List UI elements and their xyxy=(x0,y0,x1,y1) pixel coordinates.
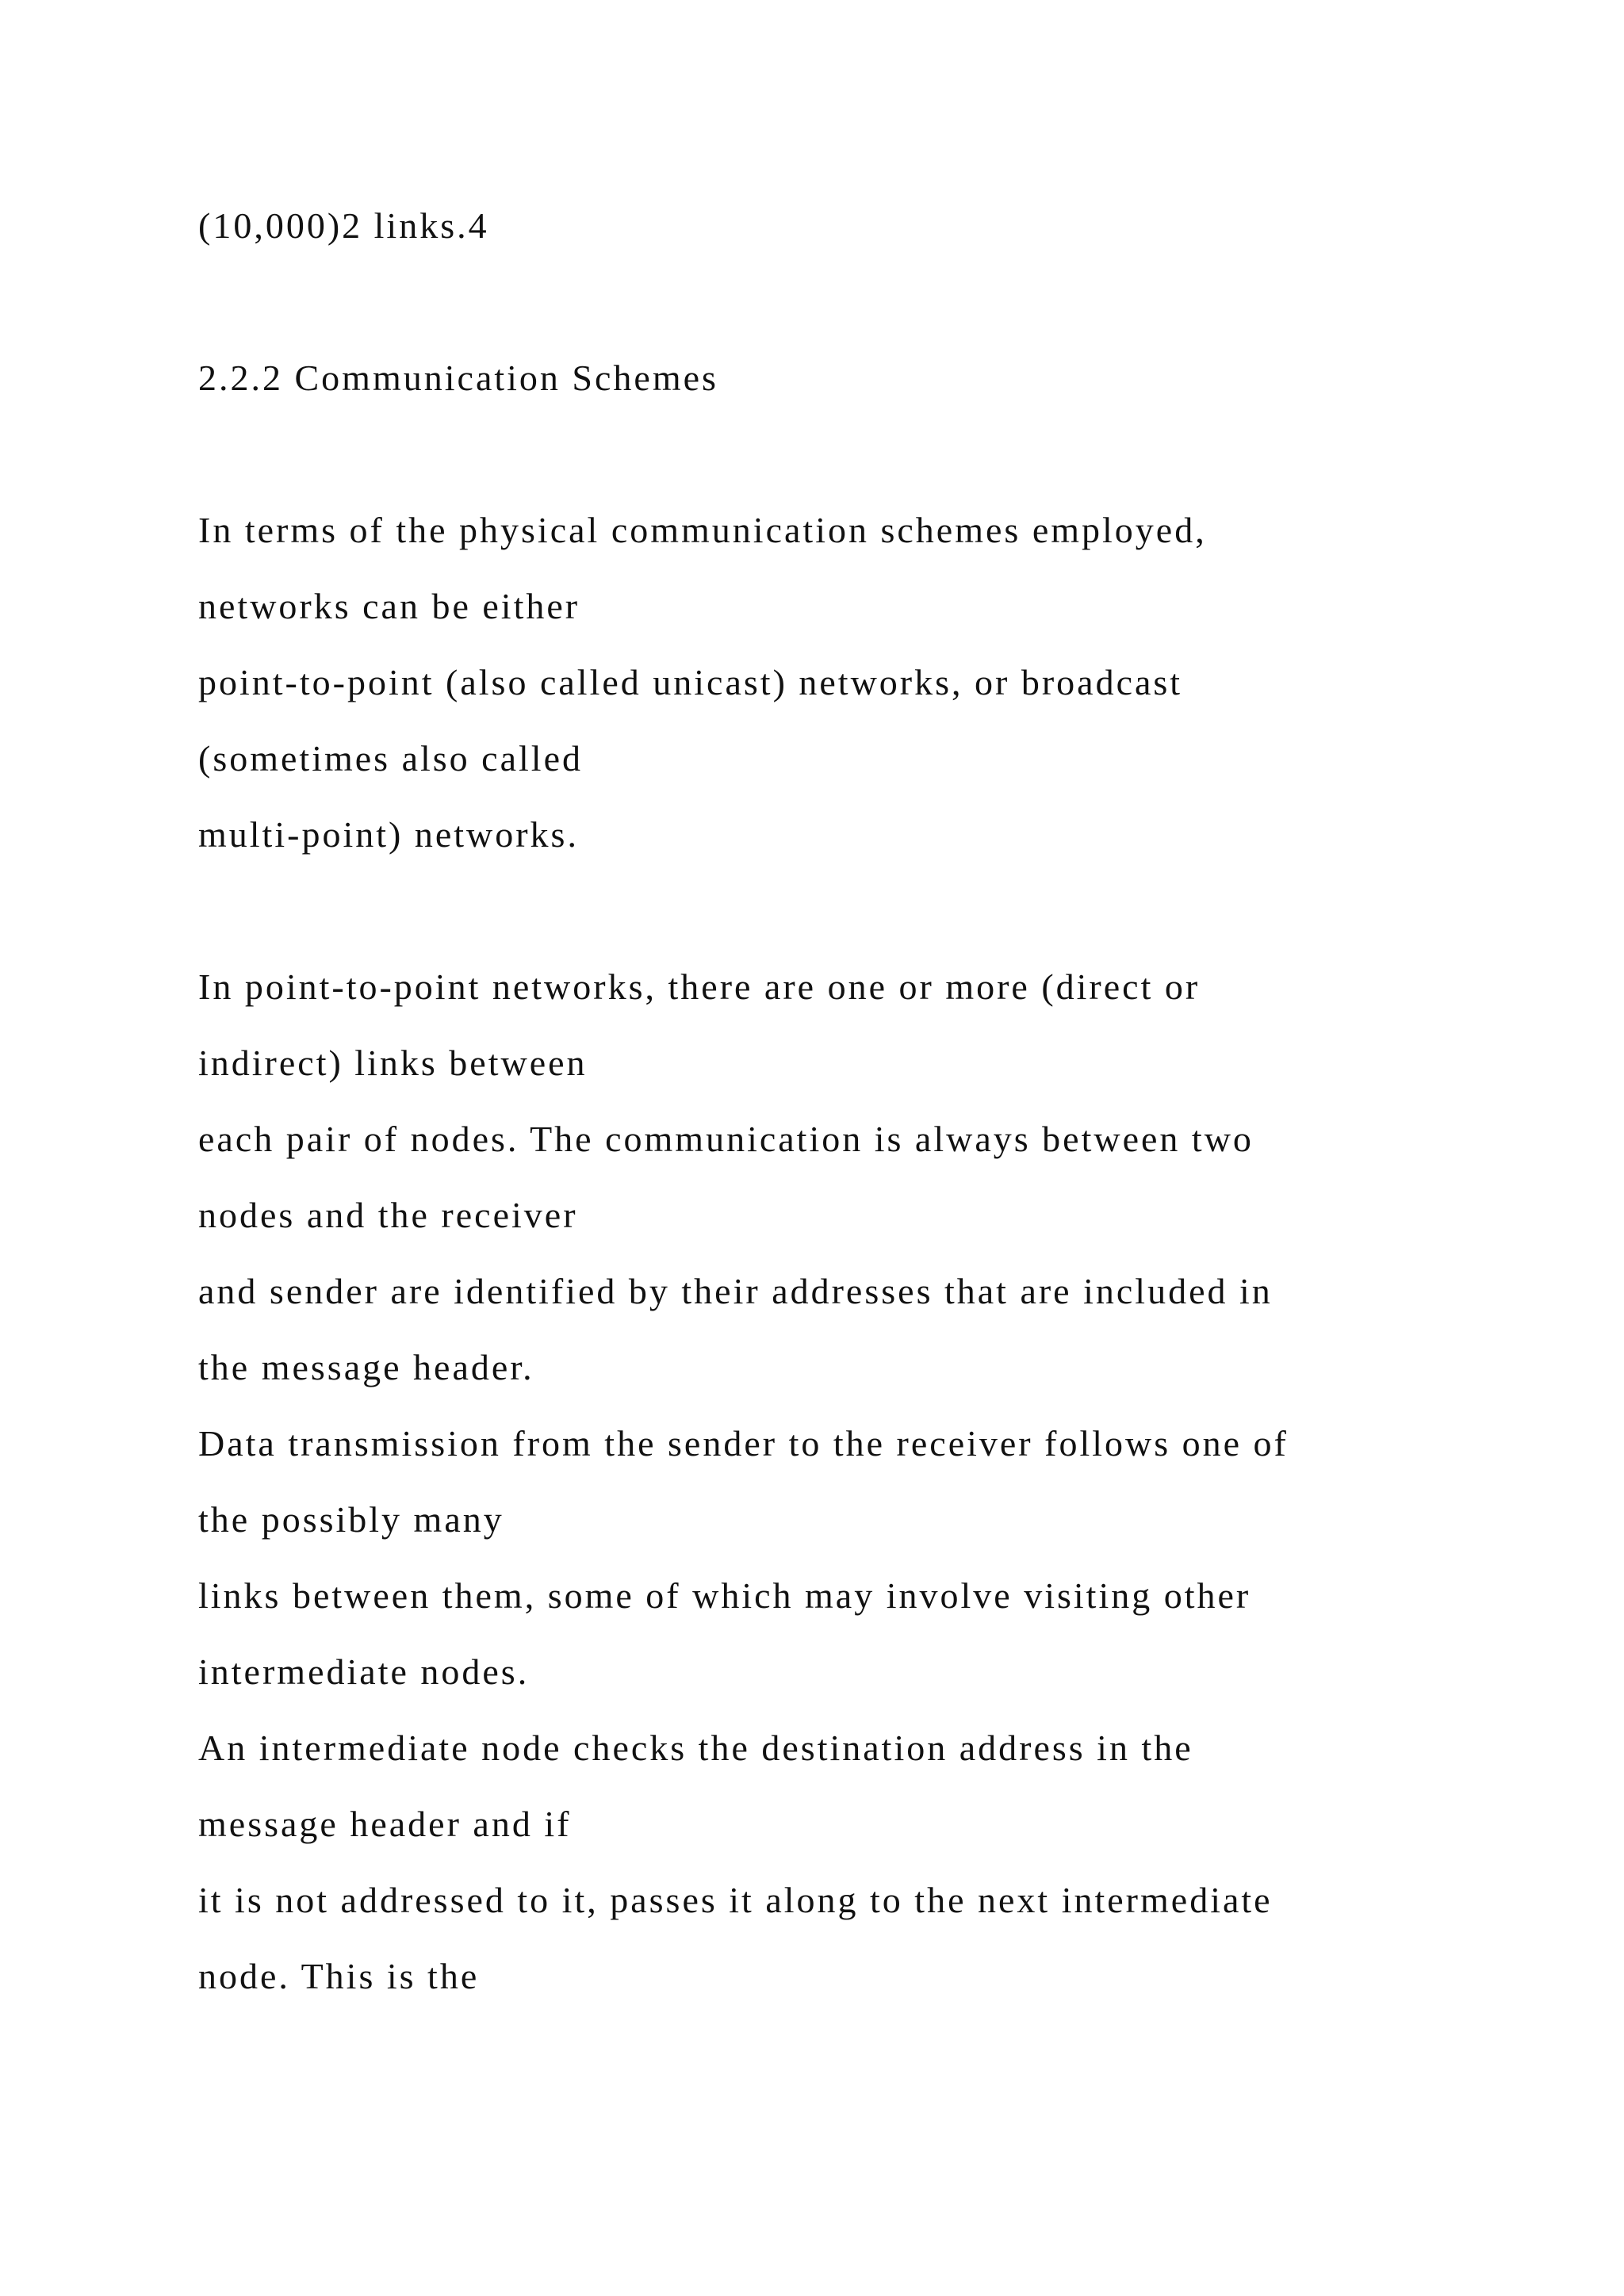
text-line: (sometimes also called xyxy=(198,738,583,779)
text-line: multi-point) networks. xyxy=(198,814,579,855)
text-line: it is not addressed to it, passes it along to the next intermediate xyxy=(198,1880,1273,1920)
text-line: (10,000)2 links.4 xyxy=(198,205,489,246)
text-line: In point-to-point networks, there are one or more (direct or xyxy=(198,966,1201,1007)
text-line: Data transmission from the sender to the receiver follows one of xyxy=(198,1423,1289,1464)
text-line: indirect) links between xyxy=(198,1043,588,1083)
text-line: the message header. xyxy=(198,1347,534,1387)
text-line: In terms of the physical communication schemes employed, xyxy=(198,510,1207,550)
text-line: links between them, some of which may involve visiting other xyxy=(198,1575,1251,1616)
text-line: intermediate nodes. xyxy=(198,1651,530,1692)
text-line: point-to-point (also called unicast) networks, or broadcast xyxy=(198,662,1183,702)
text-line: nodes and the receiver xyxy=(198,1195,578,1235)
section-heading: 2.2.2 Communication Schemes xyxy=(198,358,718,398)
text-line: node. This is the xyxy=(198,1956,480,1996)
text-line: message header and if xyxy=(198,1804,572,1844)
text-line: networks can be either xyxy=(198,586,580,626)
text-line: the possibly many xyxy=(198,1499,504,1540)
text-line: each pair of nodes. The communication is always between two xyxy=(198,1119,1254,1159)
text-line: An intermediate node checks the destination address in the xyxy=(198,1728,1193,1768)
text-line: and sender are identified by their addresses that are included in xyxy=(198,1271,1273,1311)
